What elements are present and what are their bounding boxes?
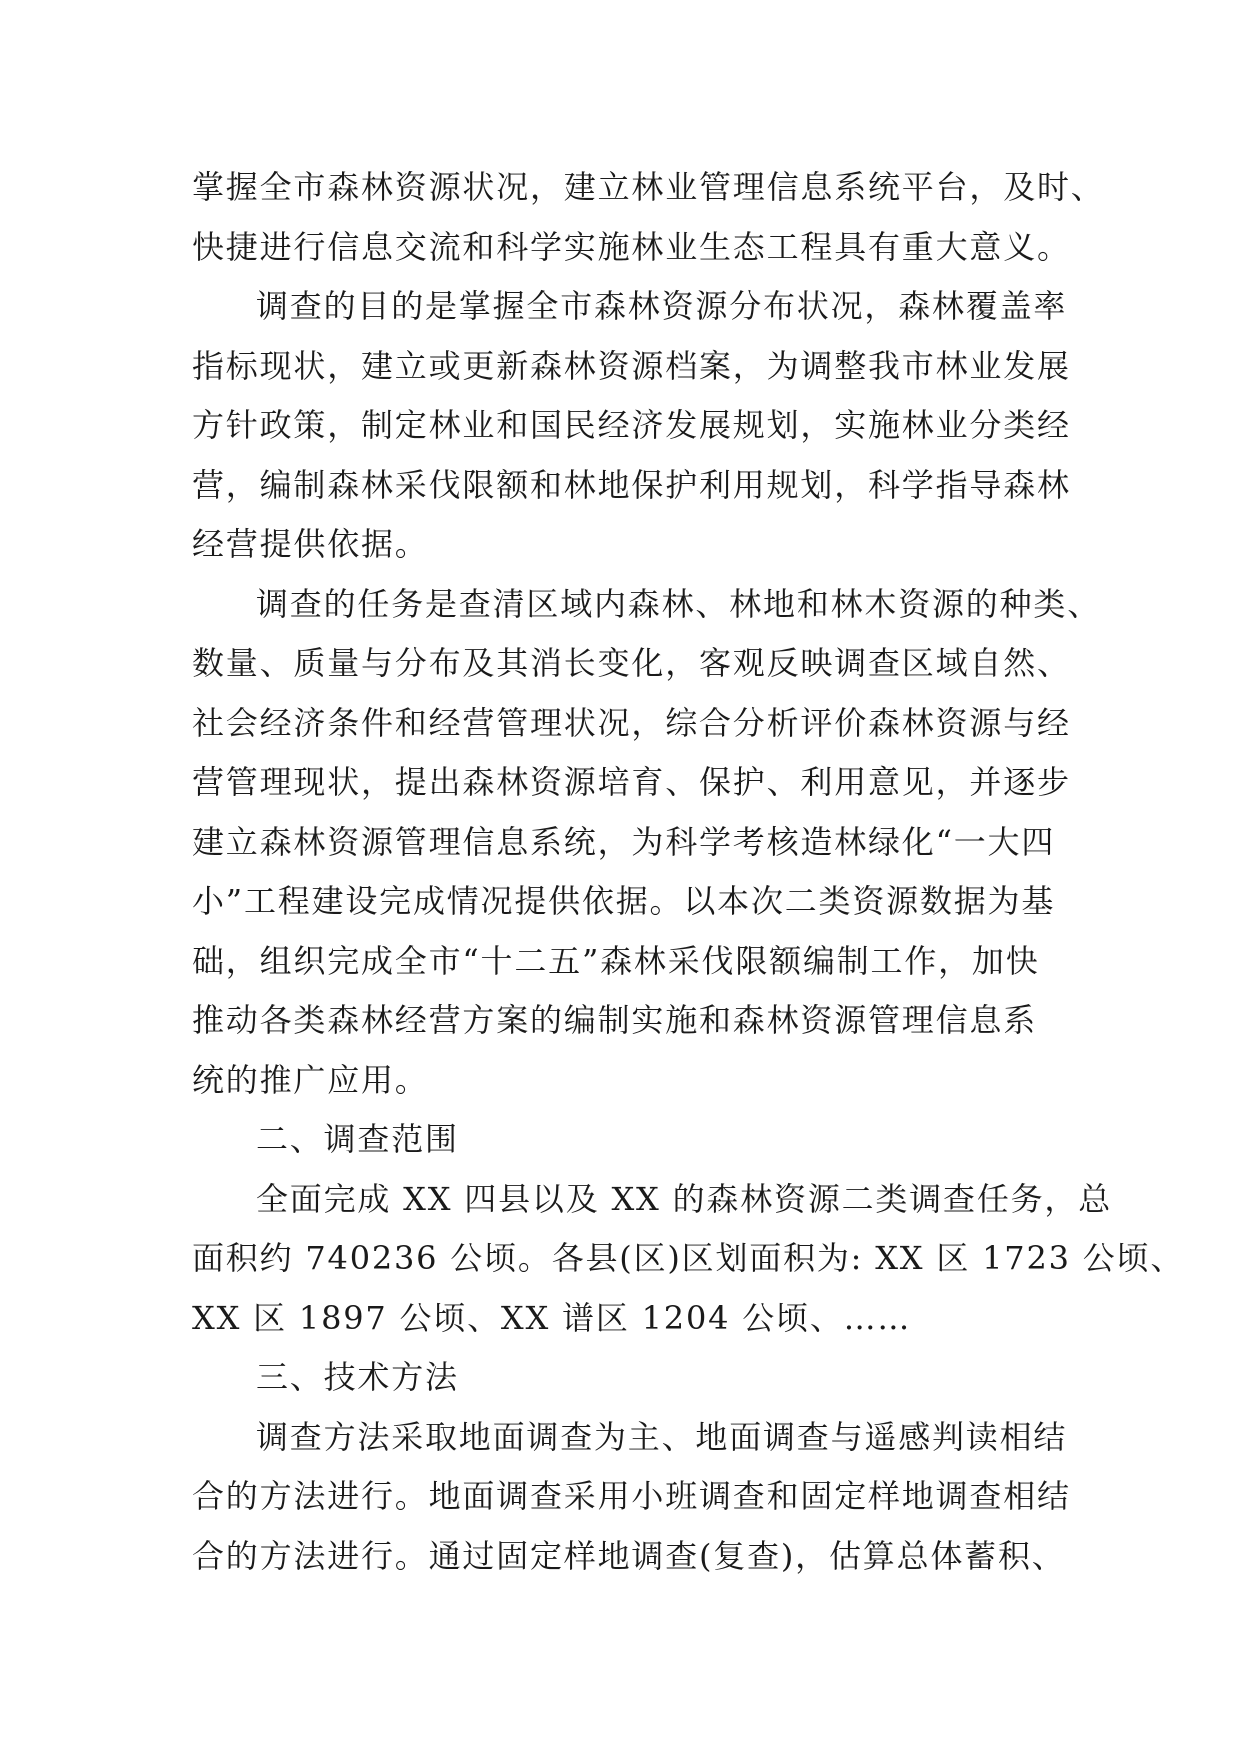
body-line: 掌握全市森林资源状况，建立林业管理信息系统平台，及时、 [192, 168, 1105, 206]
paragraph-start-line: 调查方法采取地面调查为主、地面调查与遥感判读相结 [256, 1417, 1068, 1456]
body-line: 推动各类森林经营方案的编制实施和森林资源管理信息系 [192, 1001, 1038, 1039]
body-line: 营管理现状，提出森林资源培育、保护、利用意见，并逐步 [192, 763, 1071, 801]
body-line: XX 区 1897 公顷、XX 谱区 1204 公顷、…… [192, 1298, 912, 1337]
body-line: 数量、质量与分布及其消长变化，客观反映调查区域自然、 [192, 644, 1071, 682]
body-line: 统的推广应用。 [192, 1060, 429, 1099]
body-line: 合的方法进行。地面调查采用小班调查和固定样地调查相结 [192, 1477, 1071, 1515]
body-line: 础，组织完成全市“十二五”森林采伐限额编制工作，加快 [192, 941, 1040, 980]
document-body [192, 158, 1185, 1586]
section-heading-scope: 二、调查范围 [256, 1120, 459, 1158]
body-line: 建立森林资源管理信息系统，为科学考核造林绿化“一大四 [192, 822, 1056, 861]
body-line: 指标现状，建立或更新森林资源档案，为调整我市林业发展 [192, 346, 1071, 385]
paragraph-start-line: 全面完成 XX 四县以及 XX 的森林资源二类调查任务，总 [256, 1179, 1113, 1218]
body-line: 营，编制森林采伐限额和林地保护利用规划，科学指导森林 [192, 465, 1071, 504]
paragraph-start-line: 调查的目的是掌握全市森林资源分布状况，森林覆盖率 [256, 287, 1068, 325]
paragraph-start-line: 调查的任务是查清区域内森林、林地和林木资源的种类、 [256, 584, 1102, 623]
body-line: 小”工程建设完成情况提供依据。以本次二类资源数据为基 [192, 882, 1056, 920]
body-line: 社会经济条件和经营管理状况，综合分析评价森林资源与经 [192, 703, 1071, 742]
body-line: 方针政策，制定林业和国民经济发展规划，实施林业分类经 [192, 406, 1071, 444]
body-line: 快捷进行信息交流和科学实施林业生态工程具有重大意义。 [192, 227, 1071, 266]
body-line: 经营提供依据。 [192, 525, 429, 563]
body-line: 合的方法进行。通过固定样地调查(复查)，估算总体蓄积、 [192, 1536, 1066, 1575]
body-line: 面积约 740236 公顷。各县(区)区划面积为: XX 区 1723 公顷、 [192, 1239, 1185, 1277]
section-heading-method: 三、技术方法 [256, 1358, 459, 1396]
